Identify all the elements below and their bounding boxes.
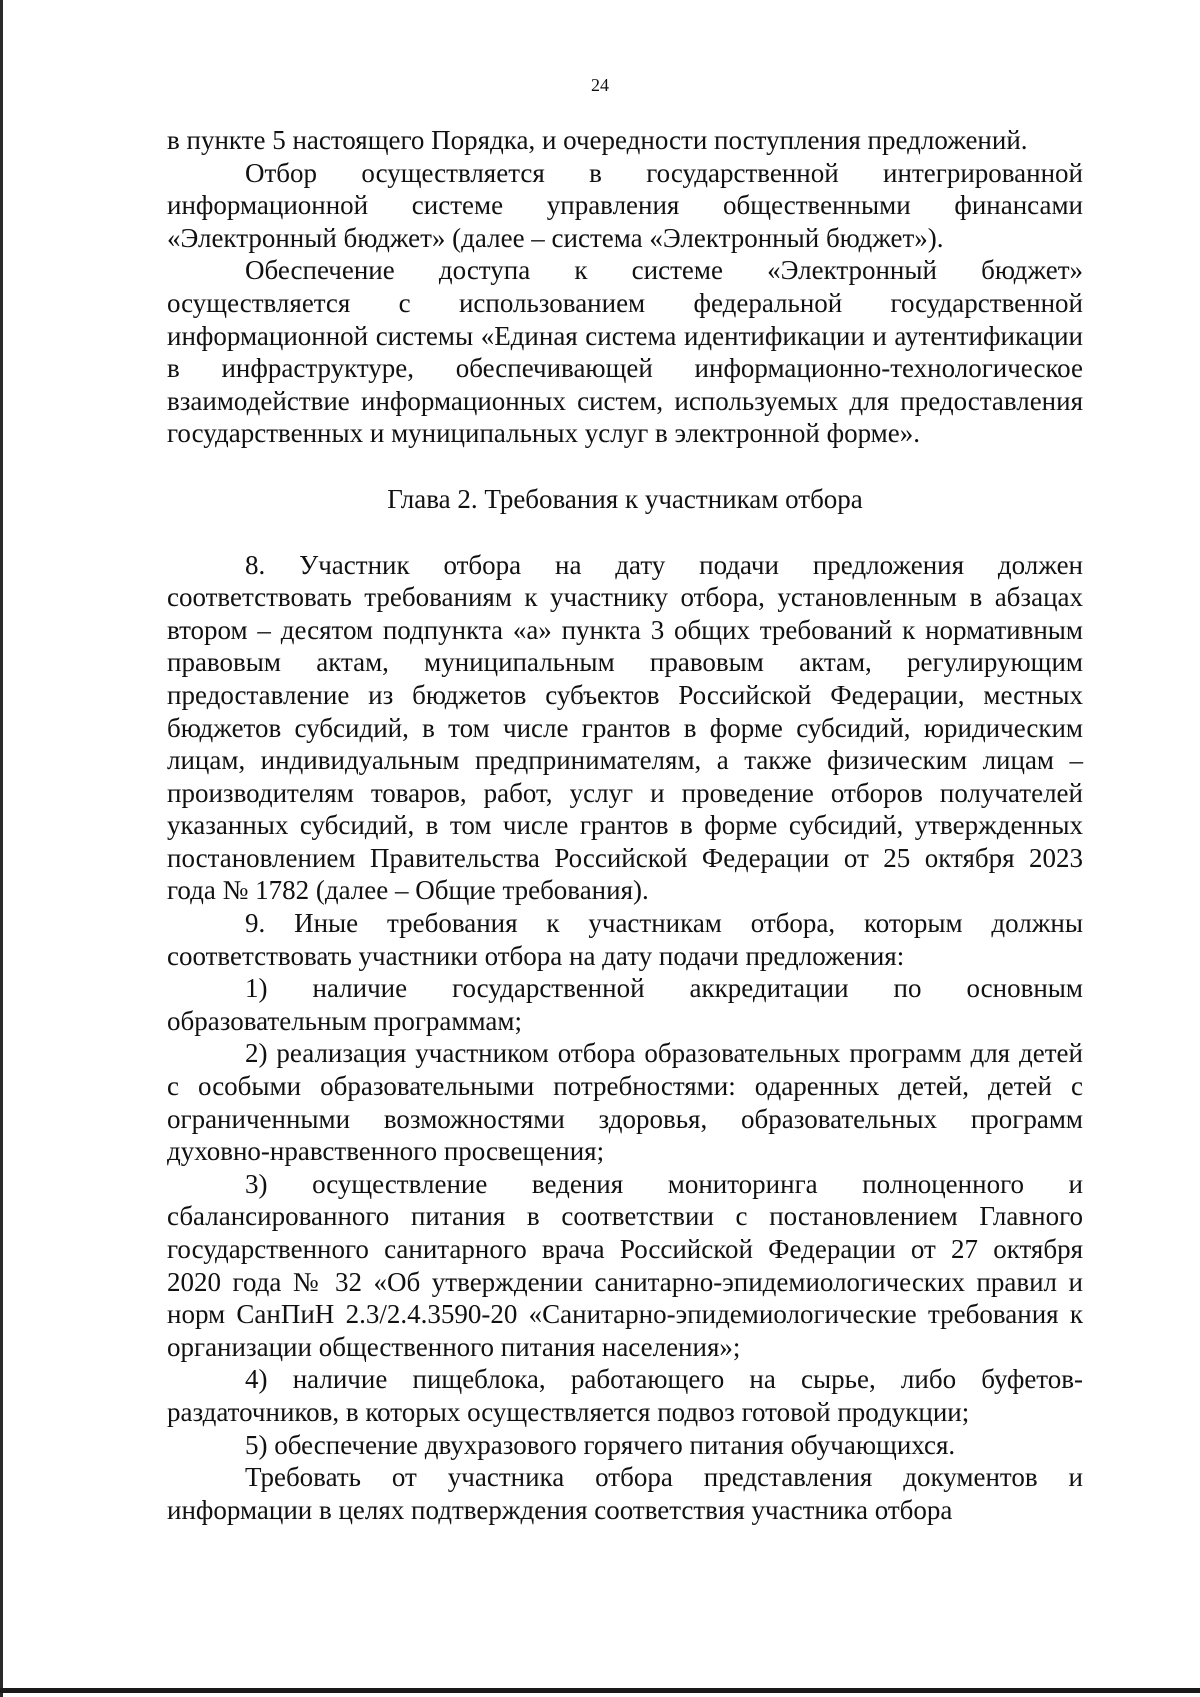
paragraph-continuation: в пункте 5 настоящего Порядка, и очередности поступления предложений. (167, 125, 1028, 155)
paragraph-system-access: Обеспечение доступа к системе «Электронный бюджет» осуществляется с использованием федеральной государственной информационной системы «Единая система идентификации и аутентификации в инфраструктуре, обеспечивающей информационно-технологическое взаимодействие информационных систем, используемых для предоставления государственных и муниципальных услуг в электронной форме». (167, 255, 1083, 449)
list-item-2: 2) реализация участником отбора образовательных программ для детей с особыми образовательными потребностями: одаренных детей, детей с ограниченными возможностями здоровья, образовательных программ духовно-нравственного просвещения; (167, 1038, 1083, 1167)
list-item-5: 5) обеспечение двухразового горячего питания обучающихся. (245, 1429, 956, 1460)
chapter-heading: Глава 2. Требования к участникам отбора (387, 483, 863, 514)
scan-bottom-edge (0, 1688, 1200, 1693)
paragraph-item-8: 8. Участник отбора на дату подачи предложения должен соответствовать требованиям к участнику отбора, установленным в абзацах втором – десятом подпункта «а» пункта 3 общих требований к нормативным правовым актам, муниципальным правовым актам, регулирующим предоставление из бюджетов субъектов Российской Федерации, местных бюджетов субсидий, в том числе грантов в форме субсидий, юридическим лицам, индивидуальным предпринимателям, а также физическим лицам – производителям товаров, работ, услуг и проведение отборов получателей указанных субсидий, в том числе грантов в форме субсидий, утвержденных постановлением Правительства Российской Федерации от 25 октября 2023 года № 1782 (далее – Общие требования). (167, 549, 1083, 906)
document-body (167, 124, 1083, 1526)
list-item-3: 3) осуществление ведения мониторинга полноценного и сбалансированного питания в соответствии с постановлением Главного государственного санитарного врача Российской Федерации от 27 октября 2020 года № 32 «Об утверждении санитарно-эпидемиологических правил и норм СанПиН 2.3/2.4.3590-20 «Санитарно-эпидемиологические требования к организации общественного питания населения»; (167, 1168, 1083, 1362)
paragraph-item-9: 9. Иные требования к участникам отбора, которым должны соответствовать участники отбора на дату подачи предложения: (167, 908, 1083, 971)
page-number: 24 (591, 75, 609, 95)
list-item-1: 1) наличие государственной аккредитации по основным образовательным программам; (167, 973, 1083, 1036)
scan-left-edge (0, 0, 3, 1697)
paragraph-selection-system: Отбор осуществляется в государственной интегрированной информационной системе управления общественными финансами «Электронный бюджет» (далее – система «Электронный бюджет»). (167, 157, 1083, 253)
list-item-4: 4) наличие пищеблока, работающего на сырье, либо буфетов-раздаточников, в которых осуществляется подвоз готовой продукции; (167, 1364, 1083, 1427)
paragraph-documents-requirement: Требовать от участника отбора представления документов и информации в целях подтверждения соответствия участника отбора (167, 1462, 1083, 1525)
